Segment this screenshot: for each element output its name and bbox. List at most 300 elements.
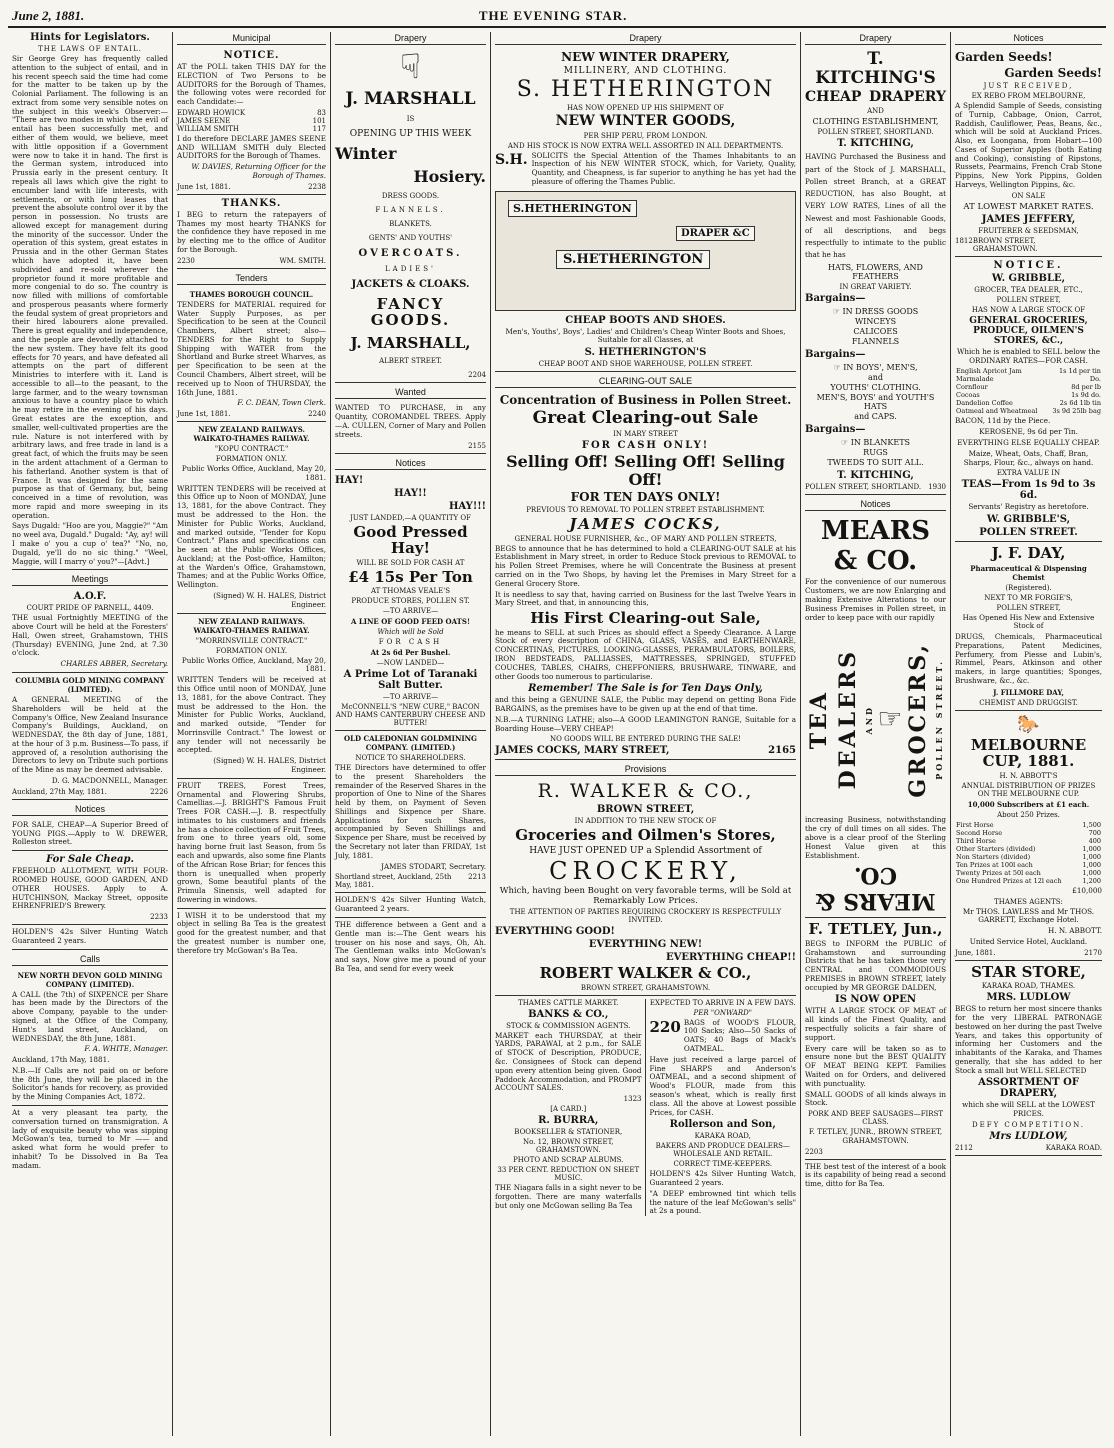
ad-walker bbox=[495, 781, 796, 995]
ad-line: IS bbox=[406, 114, 415, 123]
filler-paragraph: "A DEEP embrowned tint which tells the nature of the leaf McGowan's sells" at 2s a pound. bbox=[649, 1188, 796, 1216]
ad-line: CLOTHING ESTABLISHMENT, bbox=[812, 117, 939, 127]
ad-line: ANNUAL DISTRIBUTION OF PRIZES ON THE MELBOURNE CUP. bbox=[961, 781, 1096, 798]
ad-holden bbox=[335, 896, 486, 918]
shop-sign-draper: DRAPER &C bbox=[676, 226, 755, 241]
ad-line: Servants' Registry as heretofore. bbox=[968, 502, 1089, 512]
ad-signature: J. MARSHALL, bbox=[350, 333, 471, 352]
bargain-list bbox=[805, 437, 946, 468]
ad-line: DEFY COMPETITION. bbox=[971, 1121, 1086, 1130]
table-row bbox=[955, 861, 1102, 869]
row-value: 400 bbox=[1088, 836, 1101, 845]
ad-origin: Public Works Office, Auckland, May 20, 1881. bbox=[181, 655, 326, 674]
ad-line: Hosiery. bbox=[413, 167, 486, 187]
row-value: 1s 9d do. bbox=[1071, 391, 1101, 400]
ad-line: Which will be Sold bbox=[377, 628, 444, 636]
ad-number: 2112 bbox=[955, 1144, 973, 1153]
ad-headline: TEAS—From 1s 9d to 3s 6d. bbox=[961, 479, 1096, 502]
ad-body: DRUGS, Chemicals, Pharmaceutical Preparations, Patent Medicines, Perfumery, from Piesse and Lubin's, Rimmel, Pears, Atkinson and other makers, in large quantities; Sponges, Brushware, &c., &c. bbox=[955, 632, 1102, 686]
ad-address: POLLEN STREET, SHORTLAND. bbox=[817, 128, 934, 137]
row-value: 1,000 bbox=[1082, 868, 1101, 877]
shop-sign-top: S.HETHERINGTON bbox=[508, 200, 637, 217]
ad-line: HAS NOW OPENED UP HIS SHIPMENT OF bbox=[566, 104, 725, 113]
ad-signature: S. HETHERINGTON'S bbox=[584, 347, 707, 359]
ad-number: 2155 bbox=[468, 441, 486, 450]
ad-title: MEARS & CO. bbox=[820, 516, 931, 577]
ad-signature: ROBERT WALKER & CO., bbox=[539, 964, 752, 983]
ad-line: CORRECT TIME-KEEPERS. bbox=[673, 1160, 772, 1169]
ad-line: NEW WINTER DRAPERY, bbox=[561, 50, 730, 64]
ad-address: CHEAP BOOT AND SHOE WAREHOUSE, POLLEN STREET. bbox=[538, 360, 753, 369]
article-body: Sir George Grey has frequently called attention to the subject of entail, and in his recent speech said the time had come for the matter to be taken up by the Colonial Parliament. The following is an extract from some very sensible notes on the subject in this week's Observer:— "There are two modes in which the evil of entail has been successfully met, and either of them would, we believe, meet with little opposition if a Government were now to take it in hand. The first is the German system, introduced into Prussia early in the present century. It repeals all laws which give the right to encumber land with life interests, with settlements, or with long leases that prevent the absolute control over it by the person in possession. No trusts are allowed except for management during the minority of the successor. Under the operation of this system, great estates in Prussia and in the other German States which have adopted it, have been subdivided and re-sold wherever the proprietor found it more profitable and more congenial to do so. The country is now filled with millions of comfortable and prosperous peasants where formerly the feudal system of great proprietors and their hired labourers alone prevailed. There is great equality and independence, and the people are devotedly attached to the new system. They have felt its good effects for 70 years, and have defeated all attempts on the part of different Ministries to interfere with it. Land is accessible to all—to the peasant, to the large farmer, and to the weary townsman anxious to have a country place to which he may retire in the evening of his days. Great estates are the exception, and smaller, well-cultivated properties are the rule. Nature is not interfered with by arbitrary laws, and free trade in land is a great fact, of which the fruits may be seen in the ardent attachment of a German to his fatherland. Another system is that of France. It was designed for the same purpose as that of Germany, but, being conceived in a time of revolution, was more rapid and more sweeping in its operation. bbox=[12, 54, 168, 520]
ad-body: A GENERAL MEETING of the Shareholders will be held at the Company's Office, New Zealand Insurance Company's Buildings, Auckland, on WEDNESDAY, the 8th day of June, 1881, at the hour of 3 p.m. Business—To pass, if approved of, a resolution authorising the Directors to levy on Tribute such portions of the Mine as may be deemed advisable. bbox=[12, 695, 168, 775]
ad-line: IN GREAT VARIETY. bbox=[839, 283, 912, 292]
ad-jeffery bbox=[955, 50, 1102, 257]
ad-body: TENDERS for MATERIAL required for Water Supply Purposes, as per Specification to be seen at the Council Chambers, Albert street; also—TENDERS for the Right to Supply Shipping with WATER from the Shortland and Burke street Wharves, as per Specification to be seen at the Council Chambers, Albert street, will be received up to Noon of THURSDAY, the 16th June, 1881. bbox=[177, 299, 326, 397]
ad-address: BROWN STREET, GRAHAMSTOWN. bbox=[580, 983, 711, 992]
ad-line: About 250 Prizes. bbox=[997, 810, 1060, 819]
ad-line: BAKERS AND PRODUCE DEALERS—WHOLESALE AND RETAIL. bbox=[655, 1142, 790, 1159]
ad-body: SMALL GOODS of all kinds always in Stock. bbox=[805, 1089, 946, 1108]
vote-row bbox=[177, 125, 326, 133]
ad-line: EX REBO FROM MELBOURNE, bbox=[971, 92, 1086, 100]
filler-paragraph: THE Niagara falls in a sight never to be forgotten. There are many waterfalls but only one McGowan selling Ba Tea bbox=[495, 1183, 642, 1210]
ad-signature: MRS. LUDLOW bbox=[986, 992, 1071, 1004]
ad-line: WILL BE SOLD FOR CASH AT bbox=[356, 558, 465, 567]
ad-line: FOR CASH ONLY! bbox=[581, 439, 710, 451]
section-drapery: Drapery bbox=[335, 32, 486, 45]
section-calls: Calls bbox=[12, 953, 168, 966]
section-municipal: Municipal bbox=[177, 32, 326, 45]
ad-vertical-text: DEALERS bbox=[835, 649, 862, 790]
ad-title: Rollerson and Son, bbox=[669, 1119, 776, 1131]
ad-line: PER SHIP PERU, FROM LONDON. bbox=[583, 131, 708, 140]
ad-star-store bbox=[955, 964, 1102, 1156]
ad-body: BEGS to return her most sincere thanks for the very LIBERAL PATRONAGE bestowed on her during the past Twelve Years, and takes this opportunity of informing her Customers and the inhabitants of the Karaka, and Thames generally, that she has added to her Stock a small but WELL SELECTED bbox=[955, 1004, 1102, 1075]
bargain-item: YOUTHS' CLOTHING. bbox=[830, 383, 921, 393]
ad-line: HAY!! bbox=[394, 487, 427, 499]
ad-body: BEGS to INFORM the PUBLIC of Grahamstown and surrounding Districts that he has taken those very CENTRAL and COMMODIOUS PREMISES in BROWN STREET, lately occupied by MR GEORGE DALDEN, bbox=[805, 938, 946, 992]
ad-for-sale bbox=[12, 854, 168, 925]
ad-line: A LINE OF GOOD FEED OATS! bbox=[350, 617, 471, 626]
ad-body: A CALL (the 7th) of SIXPENCE per Share has been made by the Directors of the above Company, payable to the under-signed, at the Office of the Company, Hunt's land street, Auckland, on WEDNESDAY, the 8th June, 1881. bbox=[12, 989, 168, 1043]
ad-number: 2165 bbox=[768, 745, 796, 757]
table-row bbox=[955, 853, 1102, 861]
ad-line: [A CARD.] bbox=[550, 1105, 587, 1114]
row-label: Third Horse bbox=[956, 836, 996, 845]
filler-paragraph: THE difference between a Gent and a Gentle man is:—The Gent wears his trouser on his nose and says, Oh, Ah. The Gentleman walks into McGowan's and says, Now give me a pound of your Ba Tea, and send for every week bbox=[335, 919, 486, 973]
ad-body: Has Opened His New and Extensive Stock of bbox=[962, 612, 1095, 631]
ad-title-inverted: MEARS & CO. bbox=[815, 862, 936, 915]
ad-body: HOLDEN'S 42s Silver Hunting Watch, Guaranteed 2 years. bbox=[335, 895, 486, 914]
ad-title: NEW ZEALAND RAILWAYS. WAIKATO-THAMES RAILWAY. bbox=[193, 425, 310, 444]
ad-marshall bbox=[335, 47, 486, 383]
ad-signature: JAMES JEFFERY, bbox=[981, 213, 1076, 225]
ad-line: FLANNELS. bbox=[375, 205, 446, 214]
ad-title: NOTICE. bbox=[993, 259, 1064, 271]
ad-address: POLLEN STREET, bbox=[996, 295, 1061, 304]
article-hints bbox=[12, 32, 168, 570]
ad-address: KARAKA ROAD. bbox=[1045, 1144, 1102, 1153]
ad-line: BLANKETS. bbox=[389, 219, 432, 228]
ad-line: FOR TEN DAYS ONLY! bbox=[570, 490, 721, 505]
ad-line: KEROSENE, 9s 6d per Tin. bbox=[979, 427, 1078, 437]
ad-address: No. 12, BROWN STREET, GRAHAMSTOWN. bbox=[522, 1138, 614, 1155]
ad-line: Garden Seeds! bbox=[955, 50, 1053, 64]
ad-holden bbox=[12, 928, 168, 950]
ad-signature: (Signed) W. H. HALES, District Engineer. bbox=[213, 591, 326, 609]
row-label: Second Horse bbox=[956, 828, 1003, 837]
ad-line: DRESS GOODS. bbox=[381, 191, 440, 200]
ad-number: 2230 bbox=[177, 256, 195, 265]
ad-line: Remember! The Sale is for Ten Days Only, bbox=[528, 683, 763, 695]
ad-title: A.O.F. bbox=[73, 591, 107, 603]
ad-initials: S.H. bbox=[495, 151, 528, 168]
filler-paragraph: I WISH it to be understood that my object in selling Ba Tea is the greatest good for the greatest number, and that the greatest number is number one, therefore try McGowan's Ba Tea. bbox=[177, 910, 326, 955]
ad-line: CHEAP bbox=[805, 89, 862, 106]
ad-title: OLD CALEDONIAN GOLDMINING COMPANY. (LIMITED.) bbox=[343, 734, 478, 752]
bargain-item: FLANNELS bbox=[851, 337, 900, 347]
ad-fruit-trees bbox=[177, 782, 326, 909]
ad-title: COLUMBIA GOLD MINING COMPANY (LIMITED). bbox=[15, 676, 165, 694]
article-title: Hints for Legislators. bbox=[30, 32, 150, 43]
ad-title: R. BURRA, bbox=[538, 1115, 599, 1127]
column-1 bbox=[8, 32, 173, 1436]
section-drapery: Drapery bbox=[495, 32, 796, 45]
ad-line: EVERYTHING GOOD! bbox=[495, 926, 615, 938]
table-row bbox=[955, 367, 1102, 375]
ad-line: Concentration of Business in Pollen Street. bbox=[499, 393, 792, 408]
row-label: Twenty Prizes at 50l each bbox=[956, 868, 1041, 877]
ad-body: FRUIT TREES, Forest Trees, Ornamental and Flowering Shrubs, Camellias.—J. BRIGHT'S Famous Fruit Trees FOR CASH.—J. B. respectfully intimates to his customers and friends he has a choice collection of Fruit Trees, from one to three years old, some having borne fruit last Season, from 5s each and upwards, also some fine Plants of the African Rose Briar; for fences this thorn is unequalled when properly grown, Some beautiful plants of the Primula Sinensis, well adapted for flowering in windows. bbox=[177, 780, 326, 904]
pointing-hand-icon: ☟ bbox=[400, 47, 421, 87]
ad-bargains-heading: Bargains— bbox=[805, 349, 866, 361]
ad-address: KARAKA ROAD, THAMES. bbox=[981, 982, 1076, 991]
table-row bbox=[955, 821, 1102, 829]
row-label: Cornflour bbox=[956, 383, 988, 392]
ad-line: BACON, 11d by the Piece. bbox=[955, 416, 1051, 426]
bargain-item: ☞ IN BLANKETS bbox=[840, 438, 911, 448]
ad-line: CHEMIST AND DRUGGIST. bbox=[979, 698, 1078, 707]
ad-body: Men's, Youths', Boys', Ladies' and Children's Cheap Winter Boots and Shoes, Suitable for all Classes, at bbox=[505, 326, 786, 345]
ad-title: J. MARSHALL bbox=[345, 89, 476, 109]
ad-line: GENTS' AND YOUTHS' bbox=[368, 233, 453, 242]
ad-title: R. WALKER & CO., bbox=[537, 780, 754, 803]
table-row bbox=[955, 877, 1102, 885]
ad-line: PHOTO AND SCRAP ALBUMS. bbox=[513, 1156, 624, 1165]
ad-signature: F. A. WHITE, Manager. bbox=[84, 1044, 168, 1054]
ad-line: HATS, FLOWERS, AND FEATHERS bbox=[828, 263, 923, 282]
issue-date: June 2, 1881. bbox=[12, 8, 85, 23]
ad-signature: T. KITCHING, bbox=[837, 138, 914, 150]
ad-body: A Splendid Sample of Seeds, consisting of Turnip, Cabbage, Onion, Carrot, Raddish, Cauliflower, Peas, Beans, &c., which will be sold at Auckland Prices. Also, ex Loongana, from Hobart—100 Cases of Superior Apples (both Eating and Cooking), consisting of Ripstons, Russets, Pearmains, French Crab Stone Pippins, New York Pippins, Golden Harveys, Wellington Pippins, &c. bbox=[955, 101, 1102, 190]
vote-count: 101 bbox=[312, 116, 326, 125]
ad-date: Auckland, 17th May, 1881. bbox=[12, 1055, 110, 1065]
ad-number: 2238 bbox=[308, 182, 326, 191]
row-value: 1,200 bbox=[1082, 876, 1101, 885]
ad-line: JUST RECEIVED, bbox=[983, 82, 1074, 90]
ad-line: CHEAP BOOTS AND SHOES. bbox=[565, 314, 726, 326]
ad-gribble bbox=[955, 260, 1102, 542]
ad-headline: His First Clearing-out Sale, bbox=[530, 609, 761, 628]
ad-line: Which, having been Bought on very favorable terms, will be Sold at Remarkably Low Prices. bbox=[499, 886, 792, 907]
ad-line: HAVE JUST OPENED UP a Splendid Assortment of bbox=[529, 845, 762, 856]
ad-line: IN ADDITION TO THE NEW STOCK OF bbox=[574, 817, 717, 826]
ad-address: Shortland street, Auckland, 25th May, 1881. bbox=[335, 873, 452, 890]
ad-subtitle: "KOPU CONTRACT." bbox=[214, 445, 289, 454]
row-label: Marmalade bbox=[956, 375, 994, 384]
row-label: Oatmeal and Wheatmeal bbox=[956, 407, 1038, 416]
ad-line: IN MARY STREET bbox=[613, 429, 678, 438]
column-4 bbox=[491, 32, 801, 1436]
section-notices: Notices bbox=[12, 803, 168, 816]
ad-title: NEW ZEALAND RAILWAYS. WAIKATO-THAMES RAILWAY. bbox=[193, 616, 310, 635]
ad-line: MILLINERY, AND CLOTHING. bbox=[563, 66, 728, 76]
ad-body: Every care will be taken so as to ensure none but the BEST QUALITY OF MEAT BEING KEPT. Families Waited on for Orders, and delivered with punctuality. bbox=[805, 1043, 946, 1088]
ad-line: —NOW LANDED— bbox=[376, 659, 445, 667]
row-label: English Apricot Jam bbox=[956, 367, 1022, 376]
ad-headline: GENERAL GROCERIES, PRODUCE, OILMEN'S STORES, &C., bbox=[969, 315, 1088, 346]
ad-vertical-text: GROCERS, bbox=[905, 641, 932, 798]
ad-old-caledonian bbox=[335, 734, 486, 893]
ad-line: AND HIS STOCK IS NOW EXTRA WELL ASSORTED IN ALL DEPARTMENTS. bbox=[507, 141, 784, 150]
ad-line: A Prime Lot of Taranaki Salt Butter. bbox=[343, 669, 478, 691]
ad-title: F. TETLEY, Jun., bbox=[808, 920, 943, 939]
vote-row bbox=[177, 109, 326, 117]
ad-headline: CROCKERY, bbox=[549, 856, 742, 885]
ad-wanted bbox=[335, 404, 486, 453]
pointing-hand-icon: ☞ bbox=[877, 702, 903, 736]
ad-body: THE usual Fortnightly MEETING of the above Court will be held at the Foresters' Hall, Owen street, Grahamstown, THIS (Thursday) EVENING, June 2nd, at 7.30 o'clock. bbox=[12, 613, 168, 658]
ad-jf-day bbox=[955, 545, 1102, 711]
ad-bargains-heading: Bargains— bbox=[805, 293, 866, 305]
prize-list bbox=[955, 821, 1102, 885]
ad-line: GENERAL HOUSE FURNISHER, &c., OF MARY AND POLLEN STREETS, bbox=[514, 534, 777, 543]
ad-body: I BEG to return the ratepayers of Thames my most hearty THANKS for the confidence they have reposed in me by electing me to the office of Auditor for the Borough. bbox=[177, 209, 326, 254]
ad-signature: WM. SMITH. bbox=[279, 256, 326, 265]
ad-date: June 1st, 1881. bbox=[177, 410, 231, 419]
ad-signature: Mrs LUDLOW, bbox=[989, 1131, 1068, 1143]
ad-line: —TO ARRIVE— bbox=[382, 693, 439, 701]
price-list bbox=[955, 367, 1102, 415]
column-5 bbox=[801, 32, 951, 1436]
ad-title: JAMES COCKS, bbox=[569, 515, 722, 534]
bargain-list bbox=[805, 306, 946, 347]
ad-title: BANKS & CO., bbox=[528, 1008, 609, 1020]
section-notices: Notices bbox=[805, 498, 946, 511]
section-clearing-out: CLEARING-OUT SALE bbox=[495, 375, 796, 388]
row-value: 1,000 bbox=[1082, 860, 1101, 869]
ad-body: FOR SALE, CHEAP—A Superior Breed of YOUNG PIGS.—Apply to W. DREWER, Rolleston street. bbox=[12, 819, 168, 847]
ad-address: BROWN STREET, GRAHAMSTOWN. bbox=[972, 236, 1038, 253]
row-label: One Hundred Prizes at 12l each bbox=[956, 876, 1062, 885]
ad-signature: JAMES STODART, Secretary. bbox=[381, 861, 486, 871]
ad-line: AT LOWEST MARKET RATES. bbox=[963, 201, 1094, 212]
row-label: Ten Prizes at 100l each bbox=[956, 860, 1033, 869]
ad-line: FOR CASH bbox=[378, 638, 443, 646]
row-label: Cocoas bbox=[956, 391, 980, 400]
ad-pigs bbox=[12, 821, 168, 851]
ad-line: Maize, Wheat, Oats, Chaff, Bran, Sharps, Flour, &c., always on hand. bbox=[963, 448, 1094, 467]
ad-signature: JAMES COCKS, MARY STREET, bbox=[495, 745, 670, 757]
table-row bbox=[955, 869, 1102, 877]
ad-price: £4 15s Per Ton bbox=[348, 567, 473, 586]
ad-body: For the convenience of our numerous Customers, we are now Enlarging and making Extensive Alterations to our Business Premises in Pollen street, in order to keep pace with our rapidly bbox=[805, 577, 946, 622]
ad-body: BAGS of WOOD'S FLOUR, 100 Sacks; Also—50 Sacks of OATS; 40 Bags of Mack's OATMEAL. bbox=[683, 1017, 796, 1054]
ad-signature: F. TETLEY, JUNR., BROWN STREET, GRAHAMSTOWN. bbox=[808, 1127, 943, 1145]
ad-number: 2233 bbox=[150, 913, 168, 922]
row-label: First Horse bbox=[956, 820, 994, 829]
filler-paragraph: At a very pleasant tea party, the conversation turned on transmigration. A lady of exquisite beauty who was sipping McGowan's tea, turned to Mr —— and asked what form he would prefer to inhabit? To be Dissolved in Ba Tea madam. bbox=[12, 1108, 168, 1170]
table-row bbox=[955, 375, 1102, 383]
ad-address: POLLEN STREET, SHORTLAND. bbox=[805, 483, 922, 492]
ad-line: HAY!!! bbox=[448, 500, 486, 512]
ad-line: JUST LANDED,—A QUANTITY OF bbox=[350, 513, 471, 522]
row-value: 700 bbox=[1088, 828, 1101, 837]
row-value: 2s 6d 1lb tin bbox=[1059, 399, 1101, 408]
ad-line: NO GOODS WILL BE ENTERED DURING THE SALE! bbox=[549, 735, 741, 744]
ad-line: THAMES CATTLE MARKET. bbox=[518, 998, 619, 1007]
bottom-ads-row bbox=[495, 999, 796, 1217]
ad-line: EVERYTHING NEW! bbox=[588, 939, 703, 951]
ad-body: BEGS to announce that he has determined to hold a CLEARING-OUT SALE at his Establishment in Mary street, in order to Reduce Stock previous to REMOVAL to his Pollen Street Premises, where he will Concentrate the Business at present carried on in the Two Shops, by having let the Premises in Mary Street for a General Grocery Store. bbox=[495, 543, 796, 588]
row-value: 1,000 bbox=[1082, 844, 1101, 853]
shopfront-illustration bbox=[495, 191, 796, 311]
bargain-item: WINCEYS bbox=[854, 317, 897, 327]
ad-vertical-text: AND bbox=[864, 704, 875, 735]
ad-address: POLLEN STREET. bbox=[979, 527, 1078, 539]
prize-total: £10,000 bbox=[1072, 885, 1102, 895]
ad-line: 10,000 Subscribers at £1 each. bbox=[967, 799, 1090, 809]
bargain-item: ☞ IN BOYS', MEN'S, bbox=[833, 363, 918, 373]
section-wanted: Wanted bbox=[335, 386, 486, 399]
ad-body: Have just received a large parcel of Fine SHARPS and Anderson's OATMEAL, and a second shipment of Wood's FLOUR, made from this season's wheat, which is really first class. All the above at Lowest possible Prices, for CASH. bbox=[649, 1054, 796, 1117]
ad-aof bbox=[12, 591, 168, 673]
ad-subtitle: BOOKSELLER & STATIONER, bbox=[514, 1128, 623, 1137]
ad-bargains-heading: Bargains— bbox=[805, 424, 866, 436]
ad-title: S. HETHERINGTON bbox=[516, 77, 775, 102]
bargain-item: and bbox=[867, 373, 884, 383]
ad-line: AND bbox=[867, 107, 884, 116]
ad-subtitle: FORMATION ONLY. bbox=[215, 646, 288, 655]
ad-banks-burra bbox=[495, 999, 646, 1217]
ad-mears bbox=[805, 516, 946, 918]
ad-title: THAMES BOROUGH COUNCIL. bbox=[189, 289, 314, 299]
bargain-list bbox=[805, 362, 946, 422]
table-row bbox=[955, 829, 1102, 837]
table-row bbox=[955, 391, 1102, 399]
ad-headline: Good Pressed Hay! bbox=[353, 522, 468, 557]
ad-title: NEW NORTH DEVON GOLD MINING COMPANY (LIMITED). bbox=[17, 970, 163, 989]
ad-date: June, 1881. bbox=[955, 948, 996, 957]
ad-vertical-text: POLLEN STREET. bbox=[934, 659, 945, 780]
ad-body: he means to SELL at such Prices as should effect a Speedy Clearance. A Large Stock of every description of CHINA, GLASS, VASES, and EARTHENWARE, CONCERTINAS, PICTURES, LOOKING-GLASSES, PERAMBULATORS, BOILERS, IRON BEDSTEADS, PALLIASSES, MATTRESSES, SPRINGED, STUFFED COUCHES, TABLES, CHAIRS, CHEFFONIERS, BRUSHWARE, TINWARE, and other Goods too numerous to particularise. bbox=[495, 627, 796, 681]
ad-headline: NEW WINTER GOODS, bbox=[555, 113, 736, 130]
ad-date: Auckland, 27th May, 1881. bbox=[12, 787, 107, 796]
ad-signature: W. GRIBBLE, bbox=[991, 272, 1066, 284]
ad-body: WITH A LARGE STOCK OF MEAT of all kinds of the Finest Quality, and respectfully solicits a fair share of support. bbox=[805, 1006, 946, 1042]
row-label: Non Starters (divided) bbox=[956, 852, 1031, 861]
ad-number: 2170 bbox=[1084, 948, 1102, 957]
ad-kitching bbox=[805, 50, 946, 495]
ad-line: EVERYTHING CHEAP!! bbox=[666, 952, 796, 964]
ad-body: HOLDEN'S 42s Silver Hunting Watch, Guaranteed 2 years. bbox=[649, 1169, 796, 1188]
row-value: 1s 1d per tin bbox=[1059, 367, 1101, 376]
ad-james-cocks bbox=[495, 393, 796, 760]
table-row bbox=[955, 837, 1102, 845]
ad-line: FRUITERER & SEEDSMAN, bbox=[978, 226, 1079, 235]
ad-morrinsville-contract bbox=[177, 617, 326, 779]
ad-line: EXPECTED TO ARRIVE IN A FEW DAYS. bbox=[649, 998, 796, 1007]
ad-origin: Public Works Office, Auckland, May 20, 1881. bbox=[181, 464, 326, 482]
ad-line: FANCY GOODS. bbox=[370, 294, 451, 330]
bargain-item: CALICOES bbox=[853, 327, 898, 337]
ad-body: increasing Business, notwithstanding the cry of dull times on all sides. The above is a clear proof of the Sterling Honest Value given at this Establishment. bbox=[805, 815, 946, 860]
column-3 bbox=[331, 32, 491, 1436]
ad-signature: H. N. ABBOTT. bbox=[1048, 926, 1102, 936]
column-2 bbox=[173, 32, 331, 1436]
ad-election-notice bbox=[177, 50, 326, 195]
ad-date: June 1st, 1881. bbox=[177, 182, 231, 191]
table-row bbox=[955, 845, 1102, 853]
ad-line: THE ATTENTION OF PARTIES REQUIRING CROCKERY IS RESPECTFULLY INVITED. bbox=[509, 908, 782, 925]
column-6 bbox=[951, 32, 1106, 1436]
ad-hetherington bbox=[495, 50, 796, 372]
ad-number: 2226 bbox=[150, 787, 168, 796]
ad-address: POLLEN STREET, bbox=[996, 603, 1061, 612]
candidate-name: EDWARD HOWICK bbox=[177, 108, 246, 117]
ad-line: NEXT TO MR FORGIE'S, bbox=[984, 593, 1073, 602]
ad-title: For Sale Cheap. bbox=[46, 854, 134, 866]
ad-signature: W. DAVIES, Returning Officer for the Borough of Thames. bbox=[191, 162, 326, 181]
ad-declaration: I do therefore DECLARE JAMES SEENE AND WILLIAM SMITH duly Elected AUDITORS for the Borough of Thames. bbox=[177, 133, 326, 161]
table-row bbox=[955, 383, 1102, 391]
ad-line: OPENING UP THIS WEEK bbox=[349, 128, 472, 139]
ad-thanks bbox=[177, 198, 326, 269]
ad-body: HAVING Purchased the Business and part of the Stock of J. MARSHALL, Pollen street Branch, at a GREAT REDUCTION, has also Bought, at VERY LOW RATES, Lines of all the Newest and most Fashionable Goods, of all descriptions, and begs respectfully to intimate to the public that he has bbox=[805, 152, 946, 260]
ad-line: H. N. ABBOTT'S bbox=[999, 771, 1058, 780]
ad-address: KARAKA ROAD, bbox=[694, 1132, 751, 1141]
article-joke: Says Dugald: "Hoo are you, Maggie?" "Am no weel ava, Dugald." Dugald: "Ay, ay! will I make o' you a cup o' tea?" "No, no, Dugald, ye'll do no sic thing." "Weel, Maggie, will I marry o' you?"—[Advt.] bbox=[12, 521, 168, 566]
row-value: 3s 9d 25lb bag bbox=[1052, 407, 1101, 416]
ad-line: ON SALE bbox=[1011, 191, 1046, 200]
ad-body: HOLDEN'S 42s Silver Hunting Watch Guaranteed 2 years. bbox=[12, 927, 168, 945]
bargain-item: RUGS bbox=[863, 448, 888, 458]
ad-number: 1323 bbox=[623, 1095, 642, 1104]
ad-line: GROCER, TEA DEALER, ETC., bbox=[974, 285, 1083, 294]
article-subtitle: THE LAWS OF ENTAIL. bbox=[38, 45, 142, 53]
ad-line: (Registered). bbox=[1005, 583, 1052, 592]
ad-line: —TO ARRIVE— bbox=[382, 607, 439, 615]
ad-body: WANTED TO PURCHASE, in any Quantity, COROMANDEL TREES. Apply—A. CULLEN, Corner of Mary and Pollen streets. bbox=[335, 403, 486, 439]
ad-line: THAMES AGENTS: bbox=[994, 897, 1063, 906]
ad-line: IS NOW OPEN bbox=[835, 994, 916, 1006]
ad-body: and this being a GENUINE SALE, the Public may depend on getting Bona Fide BARGAINS, as the premises have to be given up at the end of that time. bbox=[495, 695, 796, 714]
bargain-item: MEN'S, BOYS' and YOUTH'S HATS bbox=[816, 393, 935, 412]
ad-body: MARKET each THURSDAY, at their YARDS, PARAWAI, at 2 p.m., for SALE of STOCK of Description, PRODUCE, &c. Consignees of Stock can depend upon every attention being given. Good Paddock Accommodation, and PROMPT ACCOUNT SALES. bbox=[495, 1030, 642, 1093]
newspaper-title: THE EVENING STAR. bbox=[478, 8, 628, 23]
row-value: Do. bbox=[1089, 375, 1101, 384]
ad-kopu-contract bbox=[177, 425, 326, 614]
ad-line: BROWN STREET, bbox=[596, 804, 695, 816]
ad-quantity: 220 bbox=[649, 1017, 681, 1036]
ad-line: AT THOMAS VEALE'S bbox=[370, 587, 451, 595]
ad-headline: Great Clearing-out Sale bbox=[532, 408, 759, 429]
ad-body: N.B.—A TURNING LATHE; also—A GOOD LEAMINGTON RANGE, Suitable for a Boarding House—VERY CHEAP! bbox=[495, 714, 796, 733]
vote-list bbox=[177, 109, 326, 133]
bargain-item: and CAPS. bbox=[854, 412, 897, 422]
ad-line: McCONNELL'S "NEW CURE," BACON AND HAMS CANTERBURY CHEESE AND BUTTER! bbox=[335, 703, 486, 727]
